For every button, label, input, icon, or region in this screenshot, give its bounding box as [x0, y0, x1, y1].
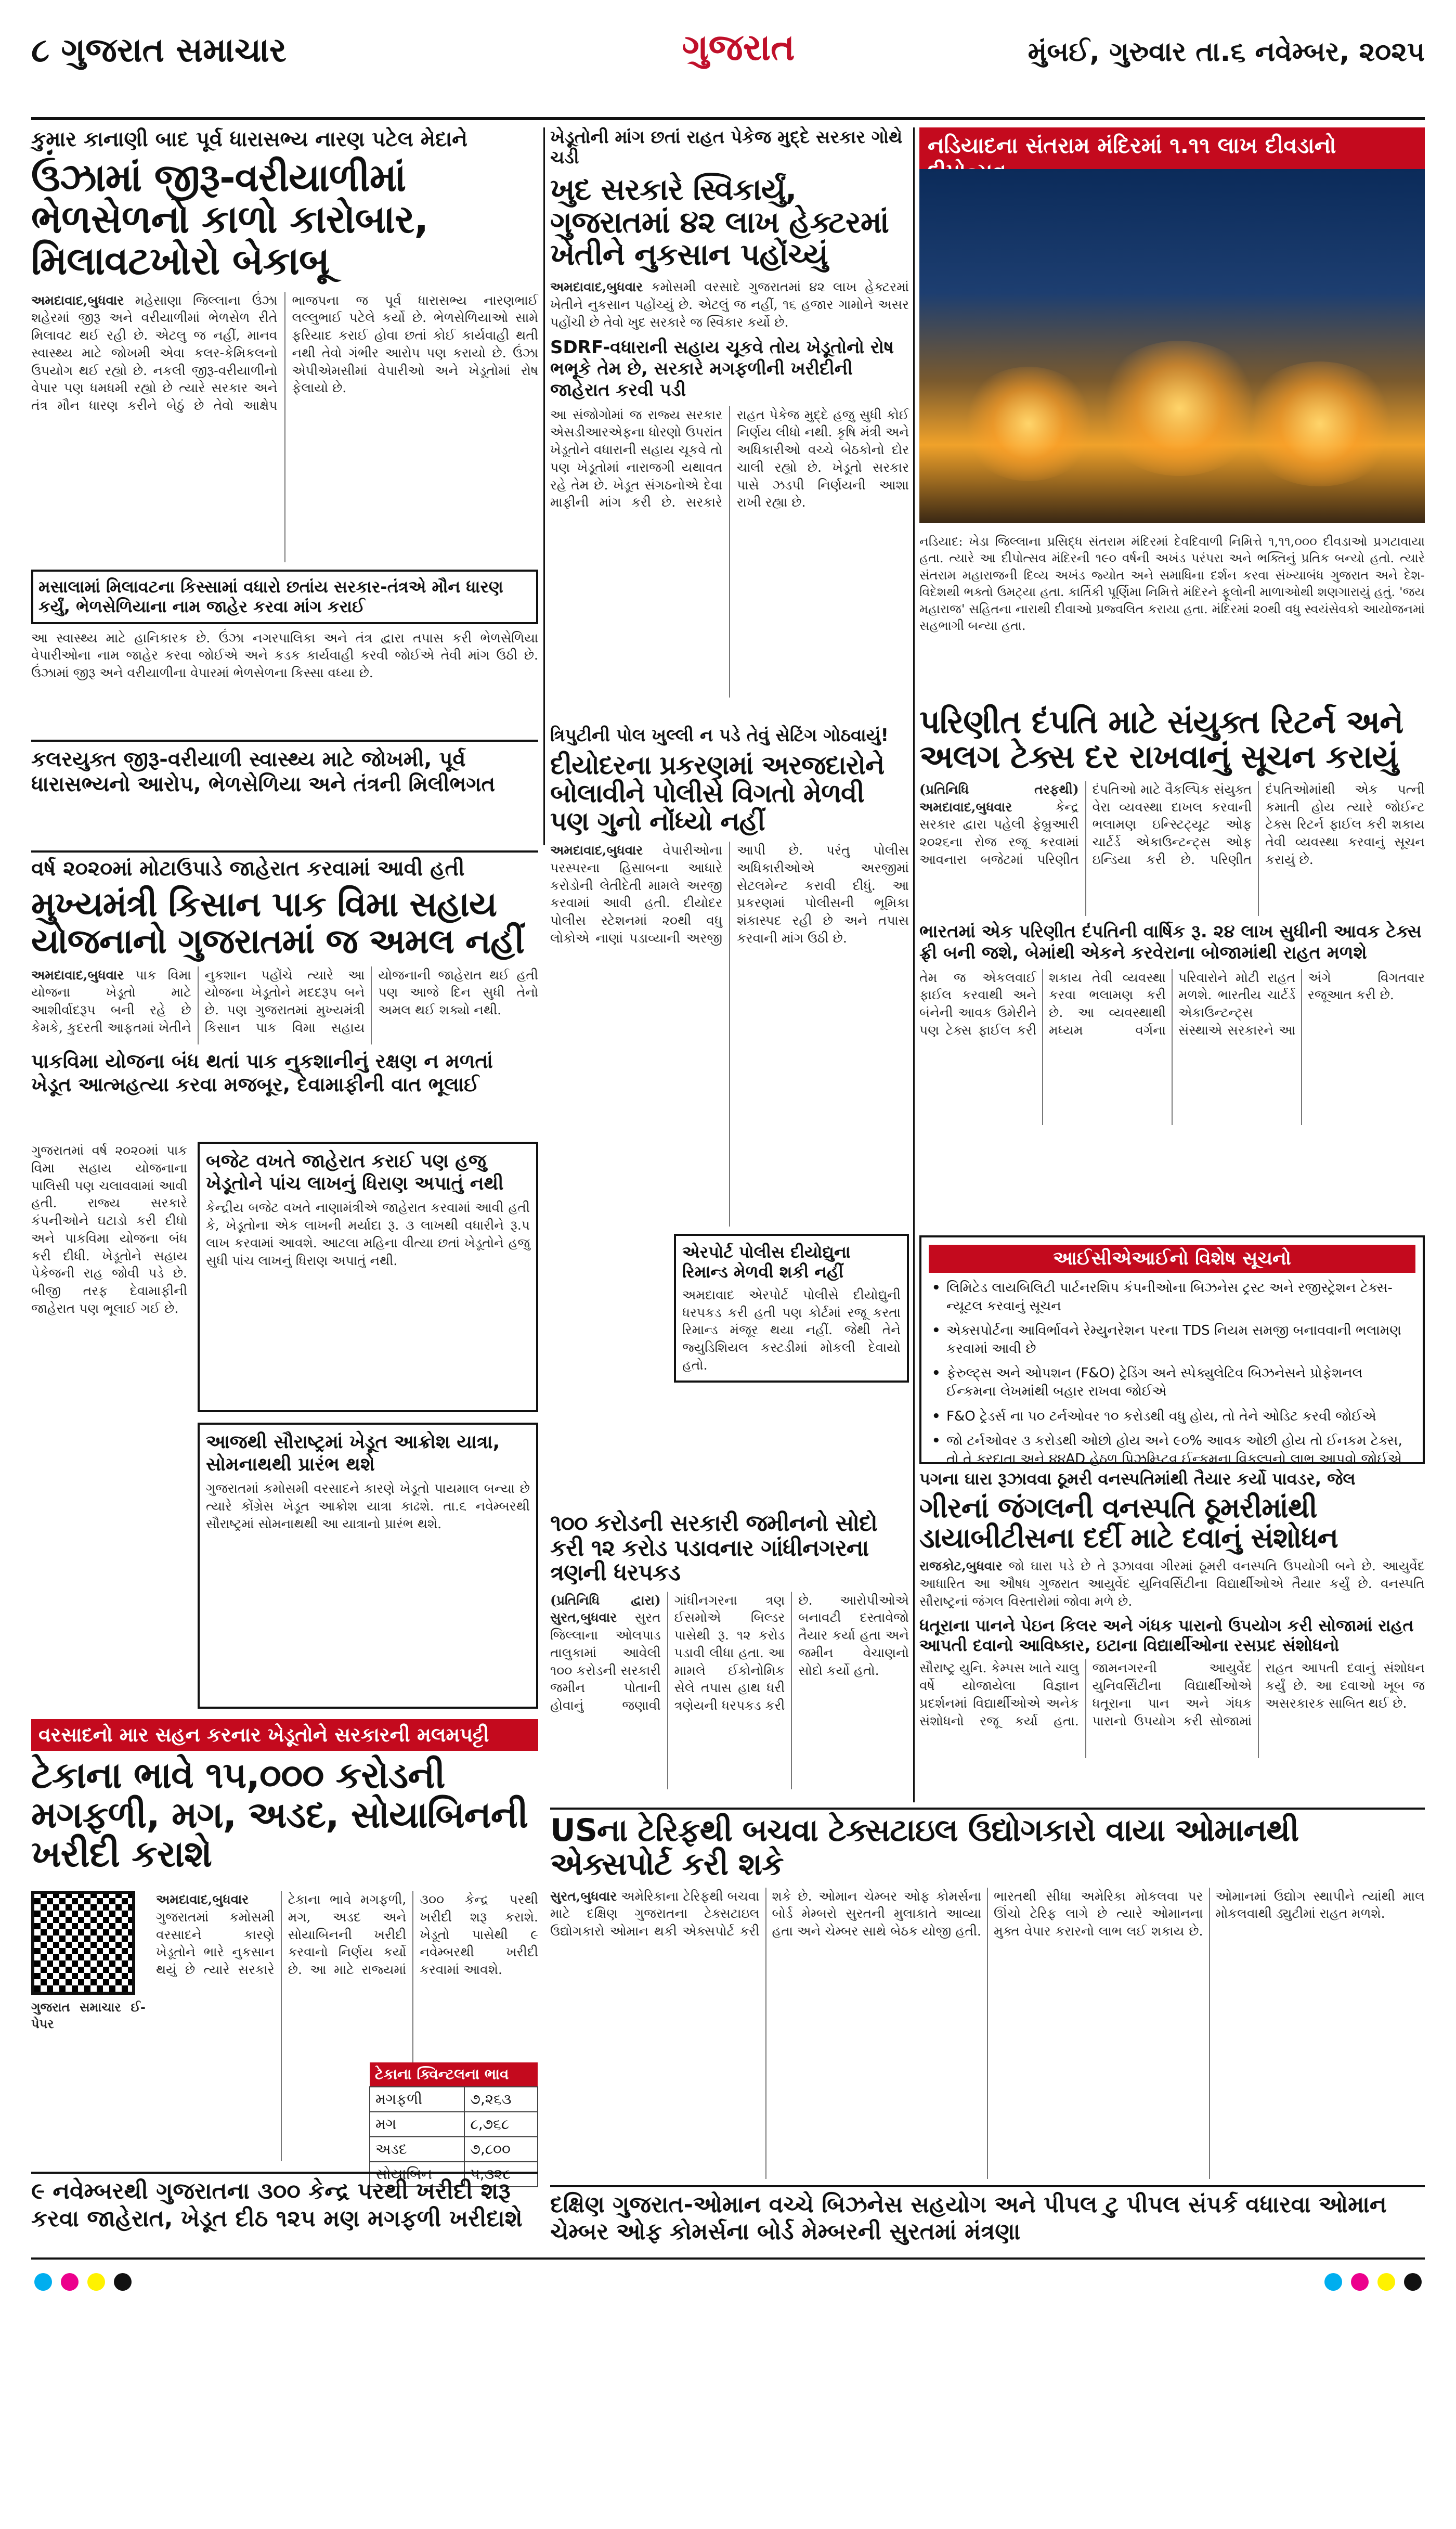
notice-item: • F&O ટ્રેડર્સ ના ૫૦ ટર્નઓવર ૧૦ કરોડથી વધુ હોય, તો તેને ઓડિટ કરવી જોઈએ	[929, 1408, 1415, 1426]
story-jungle-kicker: પગના ઘારા રૂઝાવવા ઠૂમરી વનસ્પતિમાંથી તૈયાર કર્યો પાવડર, જેલ	[919, 1469, 1356, 1489]
registration-marks	[1217, 2273, 1425, 2304]
table-row	[370, 2087, 538, 2112]
diwali-photo	[919, 169, 1425, 523]
table-cell: ૫,૩૨૮	[464, 2162, 538, 2187]
story-jungle	[919, 1469, 1425, 1802]
story-land-headline: ૧૦૦ કરોડની સરકારી જમીનનો સોદો કરી ૧૨ કરોડ પડાવનાર ગાંધીનગરના ત્રણની ધરપકડ	[550, 1510, 877, 1586]
story-farmers-dateline: અમદાવાદ,બુધવાર	[550, 279, 643, 295]
story-farmers-subhead: SDRF-વધારાની સહાય ચૂકવે તોય ખેડૂતોનો રોષ ભભૂકે તેમ છે, સરકારે મગફળીની ખરીદીની જાહેરાત કરવી પડી	[550, 337, 894, 401]
story-police-box	[674, 1234, 909, 1383]
story-groundnut-kicker: વરસાદનો માર સહન કરનાર ખેડૂતોને સરકારની મલમપટ્ટી	[31, 1719, 538, 1751]
story-diwali-caption: નડિયાદ: ખેડા જિલ્લાના પ્રસિદ્ધ સંતરામ મંદિરમાં દેવદિવાળી નિમિત્તે ૧,૧૧,૦૦૦ દીવડાઓ પ્રગટાવાયા હતા. ત્યારે આ દીપોત્સવ મંદિરની ૧૯૦ વર્ષની અખંડ પરંપરા અને ભક્તિનું પ્રતિક બન્યો હતો. ત્યારે સંતરામ મહારાજની દિવ્ય અખંડ જ્યોત અને સમાધિના દર્શન કરવા સંખ્યાબંધ ગુજરાત અને દેશ-વિદેશથી ભક્તો ઉમટ્યા હતા. કાર્તિકી પૂર્ણિમા નિમિત્તે મંદિરને ફૂલોની માળાઓથી શણગારાયું હતું. 'જય મહારાજ' સહિતના નારાથી દીવાઓ પ્રજ્વલિત કરાયા હતા. મંદિરમાં ૨૦થી વધુ સ્વયંસેવકો આયોજનમાં સહભાગી બન્યા હતા.	[919, 534, 1425, 633]
qr-code[interactable]	[31, 1891, 135, 1995]
notice-title: આઈસીએઆઈનો વિશેષ સૂચનો	[929, 1245, 1415, 1273]
notice-box	[919, 1235, 1425, 1467]
story-crop-box-headline: બજેટ વખતે જાહેરાત કરાઈ પણ હજુ ખેડૂતોને પાંચ લાખનું ધિરાણ અપાતું નથી	[206, 1151, 504, 1195]
story-farmers-headline: ખુદ સરકારે સ્વિકાર્યું, ગુજરાતમાં ૪૨ લાખ હેક્ટરમાં ખેતીને નુકસાન પહોંચ્યું	[550, 172, 889, 273]
story-crop-text: પાક વિમા યોજના ખેડૂતો માટે આશીર્વાદરૂપ બની રહે છે કેમકે, કુદરતી આફતમાં ખેતીને નુકશાન પહોંચે ત્યારે આ યોજના ખેડૂતોને મદદરૂપ બને છે. પણ ગુજરાતમાં મુખ્યમંત્રી કિસાન પાક વિમા સહાય યોજનાની જાહેરાત થઈ હતી પણ આજે દિન સુધી તેનો અમલ થઈ શક્યો નથી.	[31, 967, 538, 1035]
table-cell: મગ	[370, 2112, 464, 2137]
story-crop-sub-body: ગુજરાતમાં વર્ષ ૨૦૨૦માં પાક વિમા સહાય યોજનાના પાલિસી પણ ચલાવવામાં આવી હતી. રાજ્ય સરકારે કંપનીઓને ઘટાડો કરી દીધો અને પાકવિમા યોજના બંધ કરી દીધી. ખેડૂતોને સહાય પેકેજની રાહ જોવી પડે છે. બીજી તરફ દેવામાફીની જાહેરાત પણ ભૂલાઈ ગઈ છે.	[31, 1143, 187, 1316]
story-police-box-body: અમદાવાદ એરપોર્ટ પોલીસે દીયોદ્યુની ધરપકડ કરી હતી પણ કોર્ટમાં રજૂ કરતા રિમાન્ડ મંજૂર થયા નહીં. જેથી તેને જ્યુડિશિયલ કસ્ટડીમાં મોકલી દેવાયો હતો.	[682, 1287, 901, 1373]
story-jungle-headline: ગીરનાં જંગલની વનસ્પતિ ઠૂમરીમાંથી ડાયાબીટીસના દર્દી માટે દવાનું સંશોધન	[919, 1491, 1338, 1555]
story-crop-box2-headline: આજથી સૌરાષ્ટ્રમાં ખેડૂત આક્રોશ યાત્રા, સોમનાથથી પ્રારંભ થશે	[206, 1431, 500, 1476]
issue-date: મુંબઈ, ગુરુવાર તા.૬ નવેમ્બર, ૨૦૨૫	[1028, 36, 1425, 68]
lamp-glow	[1242, 362, 1398, 486]
story-land-dateline: (પ્રતિનિધિ દ્વારા) સુરત,બુધવાર	[550, 1592, 661, 1625]
story-farmers-relief	[550, 127, 909, 720]
notice-item: • એક્સપોર્ટના આવિર્ભાવને રેમ્યુનરેશન પરના TDS નિયમ સમજી બનાવવાની ભલામણ કરવામાં આવી છે	[929, 1322, 1415, 1358]
story-jiru-sub-body: આ સ્વાસ્થ્ય માટે હાનિકારક છે. ઉંઝા નગરપાલિકા અને તંત્ર દ્વારા તપાસ કરી ભેળસેળિયા વેપારીઓના નામ જાહેર કરવા જોઈએ અને કડક કાર્યવાહી કરવી જોઈએ તેવી માંગ ઉઠી છે. ઉંઝામાં જીરૂ અને વરીયાળીના વેપારમાં ભેળસેળના કિસ્સા વધ્યા છે.	[31, 630, 538, 680]
story-jiru-subhead: મસાલામાં મિલાવટના કિસ્સામાં વધારો છતાંય સરકાર-તંત્રએ મૌન ધારણ કર્યું, ભેળસેળિયાના નામ જાહેર કરવા માંગ કરાઈ	[31, 570, 538, 624]
story-crop-dateline: અમદાવાદ,બુધવાર	[31, 967, 124, 983]
story-police	[550, 726, 909, 1506]
story-tax-sub-body: તેમ જ એકલવાઈ ફાઈલ કરવાથી અને બંનેની આવક ઉમેરીને પણ ટેક્સ ફાઈલ કરી શકાય તેવી વ્યવસ્થા કરવા ભલામણ કરી છે. આ વ્યવસ્થાથી મધ્યમ વર્ગના પરિવારોને મોટી રાહત મળશે. ભારતીય ચાર્ટર્ડ એકાઉન્ટન્ટ્સ સંસ્થાએ સરકારને આ અંગે વિગતવાર રજૂઆત કરી છે.	[919, 970, 1425, 1038]
msp-table-title: ટેકાના ક્વિન્ટલના ભાવ	[370, 2062, 538, 2087]
page-label: ૮ ગુજરાત સમાચાર	[31, 31, 287, 70]
notice-item: • લિમિટેડ લાયબિલિટી પાર્ટનરશિપ કંપનીઓના બિઝનેસ ટ્રસ્ટ અને રજીસ્ટ્રેશન ટેક્સ-ન્યૂટલ કરવાનું સૂચન	[929, 1279, 1415, 1315]
story-groundnut-footer-headline: ૯ નવેમ્બરથી ગુજરાતના ૩૦૦ કેન્દ્ર પરથી ખરીદી શરૂ કરવા જાહેરાત, ખેડૂત દીઠ ૧૨૫ મણ મગફળી ખરીદાશે	[31, 2172, 538, 2244]
footer-rule	[31, 2257, 1425, 2260]
story-police-dateline: અમદાવાદ,બુધવાર	[550, 843, 643, 858]
notice-item: • ફેરુલ્ટ્સ અને ઓપશન (F&O) ટ્રેડિંગ અને સ્પેક્યુલેટિવ બિઝનેસને પ્રોફેશનલ ઈન્કમના લેખમાંથી બહાર રાખવા જોઈએ	[929, 1364, 1415, 1401]
lamp-glow	[961, 367, 1096, 481]
masthead	[31, 21, 1425, 114]
story-tax-subhead: ભારતમાં એક પરિણીત દંપતિની વાર્ષિક રૂ. ૨૪ લાખ સુધીની આવક ટેક્સ ફ્રી બની જશે, બેમાંથી એકને કરવેરાના બોજામાંથી રાહત મળશે	[919, 921, 1422, 963]
magenta-mark-icon	[1351, 2273, 1369, 2291]
story-tax-dateline: (પ્રતિનિધિ તરફથી) અમદાવાદ,બુધવાર	[919, 781, 1079, 815]
registration-marks	[31, 2273, 239, 2304]
msp-table	[369, 2062, 538, 2187]
story-crop-box	[198, 1142, 538, 1412]
table-cell: ૭,૨૬૩	[464, 2087, 538, 2112]
cyan-mark-icon	[1324, 2273, 1342, 2291]
story-farmers-text: કમોસમી વરસાદે ગુજરાતમાં ૪૨ લાખ હેક્ટરમાં ખેતીને નુકસાન પહોંચ્યું છે. એટલું જ નહીં, ૧૬ હજાર ગામોને અસર પહોંચી છે તેવો ખુદ સરકારે જ સ્વિકાર કર્યો છે.	[550, 279, 909, 330]
story-jiru-dateline: અમદાવાદ,બુધવાર	[31, 292, 124, 308]
notice-list	[929, 1279, 1415, 1468]
story-jiru	[31, 127, 538, 845]
story-textile	[550, 1808, 1425, 2250]
story-groundnut-headline: ટેકાના ભાવે ૧૫,૦૦૦ કરોડની મગફળી, મગ, અડદ, સોયાબિનની ખરીદી કરાશે	[31, 1754, 528, 1876]
story-textile-footer-headline: દક્ષિણ ગુજરાત-ઓમાન વચ્ચે બિઝનેસ સહયોગ અને પીપલ ટુ પીપલ સંપર્ક વધારવા ઓમાન ચેમ્બર ઓફ કોમર્સના બોર્ડ મેમ્બરની સુરતમાં મંત્રણા	[550, 2185, 1425, 2247]
story-crop-body	[31, 966, 538, 1044]
story-police-kicker: ત્રિપુટીની પોલ ખુલ્લી ન પડે તેવું સેટિંગ ગોઠવાયું!	[550, 725, 889, 746]
column-divider	[543, 127, 545, 845]
black-mark-icon	[1404, 2273, 1422, 2291]
table-cell: ૮,૭૬૮	[464, 2112, 538, 2137]
story-crop-headline: મુખ્યમંત્રી કિસાન પાક વિમા સહાય યોજનાનો ગુજરાતમાં જ અમલ નહીં	[31, 884, 524, 962]
story-diwali	[919, 127, 1425, 700]
story-crop-box-body: કેન્દ્રીય બજેટ વખતે નાણામંત્રીએ જાહેરાત કરવામાં આવી હતી કે, ખેડૂતોના એક લાખની મર્યાદા રૂ. ૩ લાખથી વધારીને રૂ.પ લાખ કરવામાં આવશે. આટલા મહિના વીત્યા છતાં ખેડૂતોને હજુ સુધી પાંચ લાખનું ધિરાણ અપાતું નથી.	[206, 1200, 530, 1268]
table-row	[370, 2112, 538, 2137]
story-jungle-text: જો ઘારા પડે છે તે રૂઝાવવા ગીરમાં ઠૂમરી વનસ્પતિ ઉપયોગી બને છે. આયુર્વેદ આધારિત આ ઔષધ ગુજરાત આયુર્વેદ યુનિવર્સિટીના વિદ્યાર્થીઓએ તૈયાર કર્યું છે. વનસ્પતિ સૌરાષ્ટ્રનાં જંગલ વિસ્તારોમાં જોવા મળે છે.	[919, 1558, 1425, 1609]
table-cell: સોયાબિન	[370, 2162, 464, 2187]
msp-table-wrap	[369, 2062, 538, 2183]
yellow-mark-icon	[1377, 2273, 1395, 2291]
story-farmers-body	[550, 278, 909, 331]
black-mark-icon	[114, 2273, 132, 2291]
story-groundnut-text: ગુજરાતમાં કમોસમી વરસાદને કારણે ખેડૂતોને ભારે નુકસાન થયું છે ત્યારે સરકારે ટેકાના ભાવે મગફળી, મગ, અડદ અને સોયાબિનની ખરીદી કરવાનો નિર્ણય કર્યો છે. આ માટે રાજ્યમાં ૩૦૦ કેન્દ્ર પરથી ખરીદી શરૂ કરાશે. ખેડૂતો પાસેથી ૯ નવેમ્બરથી ખરીદી કરવામાં આવશે.	[156, 1892, 538, 1977]
yellow-mark-icon	[87, 2273, 105, 2291]
story-textile-body	[550, 1888, 1425, 2179]
section-title: ગુજરાત	[682, 26, 795, 69]
story-tax-body	[919, 781, 1425, 916]
story-textile-text: અમેરિકાના ટેરિફથી બચવા માટે દક્ષિણ ગુજરાતના ટેક્સટાઇલ ઉદ્યોગકારો ઓમાન થકી એક્સપોર્ટ કરી શકે છે. ઓમાન ચેમ્બર ઓફ કોમર્સના બોર્ડ મેમ્બરો સુરતની મુલાકાતે આવ્યા હતા અને ચેમ્બર સાથે બેઠક યોજી હતી. ભારતથી સીધા અમેરિકા મોકલવા પર ઊંચો ટેરિફ લાગે છે ત્યારે ઓમાનના મુક્ત વેપાર કરારનો લાભ લઈ શકાય છે. ઓમાનમાં ઉદ્યોગ સ્થાપીને ત્યાંથી માલ મોકલવાથી ડ્યુટીમાં રાહત મળશે.	[550, 1888, 1425, 1939]
story-crop-box-2	[198, 1423, 538, 1709]
story-land-text: સુરત જિલ્લાના ઓલપાડ તાલુકામાં આવેલી ૧૦૦ કરોડની સરકારી જમીન પોતાની હોવાનું જણાવી ગાંધીનગરના ત્રણ ઈસમોએ બિલ્ડર પાસેથી રૂ. ૧૨ કરોડ પડાવી લીધા હતા. આ મામલે ઈકોનોમિક સેલે તપાસ હાથ ધરી ત્રણેયની ધરપકડ કરી છે. આરોપીઓએ બનાવટી દસ્તાવેજો તૈયાર કર્યા હતા અને જમીન વેચાણનો સોદો કર્યો હતો.	[550, 1592, 909, 1713]
lamp-glow	[1096, 341, 1263, 476]
story-jungle-subhead: ધતૂરાના પાનને પેઇન કિલર અને ગંધક પારાનો ઉપયોગ કરી સોજામાં રાહત આપતી દવાનો આવિષ્કાર, ઇટાના વિદ્યાર્થીઓના રસપ્રદ સંશોધનો	[919, 1615, 1414, 1656]
table-cell: ૭,૮૦૦	[464, 2137, 538, 2162]
story-crop-kicker: વર્ષ ૨૦૨૦માં મોટાઉપાડે જાહેરાત કરવામાં આવી હતી	[31, 850, 538, 881]
qr-block	[31, 1891, 146, 2161]
story-textile-dateline: સુરત,બુધવાર	[550, 1888, 617, 1904]
qr-caption: ગુજરાત સમાચાર ઈ-પેપર	[31, 1999, 146, 2032]
story-textile-headline: USના ટેરિફથી બચવા ટેક્સટાઇલ ઉદ્યોગકારો વાયા ઓમાનથી એક્સપોર્ટ કરી શકે	[550, 1808, 1425, 1881]
story-tax	[919, 705, 1425, 1230]
story-jungle-dateline: રાજકોટ,બુધવાર	[919, 1558, 1003, 1574]
story-groundnut-dateline: અમદાવાદ,બુધવાર	[156, 1892, 249, 1907]
magenta-mark-icon	[61, 2273, 79, 2291]
masthead-rule	[31, 117, 1425, 120]
story-jungle-sub-body: સૌરાષ્ટ્ર યુનિ. કેમ્પસ ખાતે ચાલુ વર્ષે યોજાયેલા વિજ્ઞાન પ્રદર્શનમાં વિદ્યાર્થીઓએ અનેક સંશોધનો રજૂ કર્યા હતા. જામનગરની આયુર્વેદ યુનિવર્સિટીના વિદ્યાર્થીઓએ ધતૂરાના પાન અને ગંધક પારાનો ઉપયોગ કરી સોજામાં રાહત આપતી દવાનું સંશોધન કર્યું છે. આ દવાઓ ખૂબ જ અસરકારક સાબિત થઈ છે.	[919, 1660, 1425, 1728]
story-farmers-sub-body: આ સંજોગોમાં જ રાજ્ય સરકાર એસડીઆરએફના ધોરણો ઉપરાંત ખેડૂતોને વધારાની સહાય ચૂકવે તો પણ ખેડૂતોમાં નારાજગી યથાવત રહે તેમ છે. ખેડૂત સંગઠનોએ દેવા માફીની માંગ કરી છે. સરકારે રાહત પેકેજ મુદ્દે હજુ સુધી કોઈ નિર્ણય લીધો નથી. કૃષિ મંત્રી અને અધિકારીઓ વચ્ચે બેઠકોનો દોર ચાલી રહ્યો છે. ખેડૂતો સરકાર પાસે ઝડપી નિર્ણયની આશા રાખી રહ્યા છે.	[550, 407, 909, 510]
table-cell: અડદ	[370, 2137, 464, 2162]
story-crop-subhead: પાકવિમા યોજના બંધ થતાં પાક નુકશાનીનું રક્ષણ ન મળતાં ખેડૂત આત્મહત્યા કરવા મજબૂર, દેવામાફીની વાત ભૂલાઈ	[31, 1049, 493, 1096]
story-jiru-footer-headline: કલરયુક્ત જીરૂ-વરીયાળી સ્વાસ્થ્ય માટે જોખમી, પૂર્વ ધારાસભ્યનો આરોપ, ભેળસેળિયા અને તંત્રની મિલીભગત	[31, 740, 538, 797]
story-tax-headline: પરિણીત દંપતિ માટે સંયુક્ત રિટર્ન અને અલગ ટેક્સ દર રાખવાનું સૂચન કરાયું	[919, 703, 1403, 776]
story-tax-text: કેન્દ્ર સરકાર દ્વારા પહેલી ફેબ્રુઆરી ૨૦૨૬ના રોજ રજૂ કરવામાં આવનારા બજેટમાં પરિણીત દંપતિઓ માટે વૈકલ્પિક સંયુક્ત વેરા વ્યવસ્થા દાખલ કરવાની ભલામણ ઇન્સ્ટિટ્યૂટ ઓફ ચાર્ટર્ડ એકાઉન્ટન્ટ્સ ઓફ ઇન્ડિયા કરી છે. પરિણીત દંપતિઓમાંથી એક પત્ની કમાતી હોય ત્યારે જોઈન્ટ ટેક્સ રિટર્ન ફાઈલ કરી શકાય તેવી વ્યવસ્થા કરવાનું સૂચન કરાયું છે.	[919, 781, 1425, 867]
story-police-body	[550, 842, 909, 1227]
story-crop-box2-body: ગુજરાતમાં કમોસમી વરસાદને કારણે ખેડૂતો પાયમાલ બન્યા છે ત્યારે કોંગ્રેસ ખેડૂત આક્રોશ યાત્રા કાઢશે. તા.૬ નવેમ્બરથી સૌરાષ્ટ્રમાં સોમનાથથી આ યાત્રાનો પ્રારંભ થશે.	[206, 1481, 530, 1531]
story-jiru-kicker: કુમાર કાનાણી બાદ પૂર્વ ધારાસભ્ય નારણ પટેલ મેદાને	[31, 127, 467, 151]
table-cell: મગફળી	[370, 2087, 464, 2112]
story-jiru-text: મહેસાણા જિલ્લાના ઉંઝા શહેરમાં જીરૂ અને વરીયાળીમાં ભેળસેળ રીતે મિલાવટ થઈ રહી છે. એટલુ જ નહીં, માનવ સ્વાસ્થ્ય માટે જોખમી એવા કલર-કેમિકલનો ઉપયોગ થઈ રહ્યો છે. નકલી જીરૂ-વરીયાળીનો વેપાર પણ ધમધમી રહ્યો છે ત્યારે સરકાર અને તંત્ર મૌન ધારણ કરીને બેઠું છે તેવો આક્ષેપ ભાજપના જ પૂર્વ ધારાસભ્ય નારણભાઈ લલ્લુભાઈ પટેલે કર્યો છે. ભેળસેળિયાઓ સામે ફરિયાદ કરાઈ હોવા છતાં કોઈ કાર્યવાહી થતી નથી તેવો ગંભીર આરોપ પણ કરાયો છે. ઉંઝા એપીએમસીમાં વેપારીઓ અને ખેડૂતોમાં રોષ ફેલાયો છે.	[31, 292, 538, 414]
notice-item: • જો ટર્નઓવર ૩ કરોડથી ઓછો હોય અને ૯૦% આવક ઓછી હોય તો ઈનકમ ટેક્સ, તો તે કરદાતા અને ૪૪AD હેઠળ પ્રિઝમ્પ્ટિવ ઈન્કમના વિકલ્પનો લાભ આપવો જોઈએ	[929, 1432, 1415, 1468]
story-farmers-kicker: ખેડૂતોની માંગ છતાં રાહત પેકેજ મુદ્દે સરકાર ગોથે ચડી	[550, 127, 903, 169]
cyan-mark-icon	[34, 2273, 52, 2291]
story-jiru-headline: ઉંઝામાં જીરૂ-વરીયાળીમાં ભેળસેળનો કાળો કારોબાર, મિલાવટખોરો બેકાબૂ	[31, 156, 428, 283]
story-diwali-banner: નડિયાદના સંતરામ મંદિરમાં ૧.૧૧ લાખ દીવડાનો	[919, 127, 1425, 190]
story-police-box-headline: એરપોર્ટ પોલીસ દીયોદ્યુના રિમાન્ડ મેળવી શકી નહીં	[682, 1242, 851, 1282]
story-crop-insurance	[31, 850, 538, 1714]
table-row	[370, 2137, 538, 2162]
story-police-headline: દીયોદરના પ્રકરણમાં અરજદારોને બોલાવીને પોલીસે વિગતો મેળવી પણ ગુનો નોંધ્યો નહીં	[550, 750, 885, 837]
story-police-text: વેપારીઓના પરસ્પરના હિસાબના આધારે કરોડોની લેતીદેતી મામલે અરજી કરવામાં આવી હતી. દીયોદર પોલીસ સ્ટેશનમાં ૨૦થી વધુ લોકોએ નાણાં પડાવ્યાની અરજી આપી છે. પરંતુ પોલીસ અધિકારીઓએ અરજીમાં સેટલમેન્ટ કરાવી દીધું. આ પ્રકરણમાં પોલીસની ભૂમિકા શંકાસ્પદ રહી છે અને તપાસ કરવાની માંગ ઉઠી છે.	[550, 843, 909, 946]
story-jiru-body	[31, 292, 538, 562]
column-divider	[913, 127, 915, 1802]
story-jungle-body	[919, 1557, 1425, 1610]
